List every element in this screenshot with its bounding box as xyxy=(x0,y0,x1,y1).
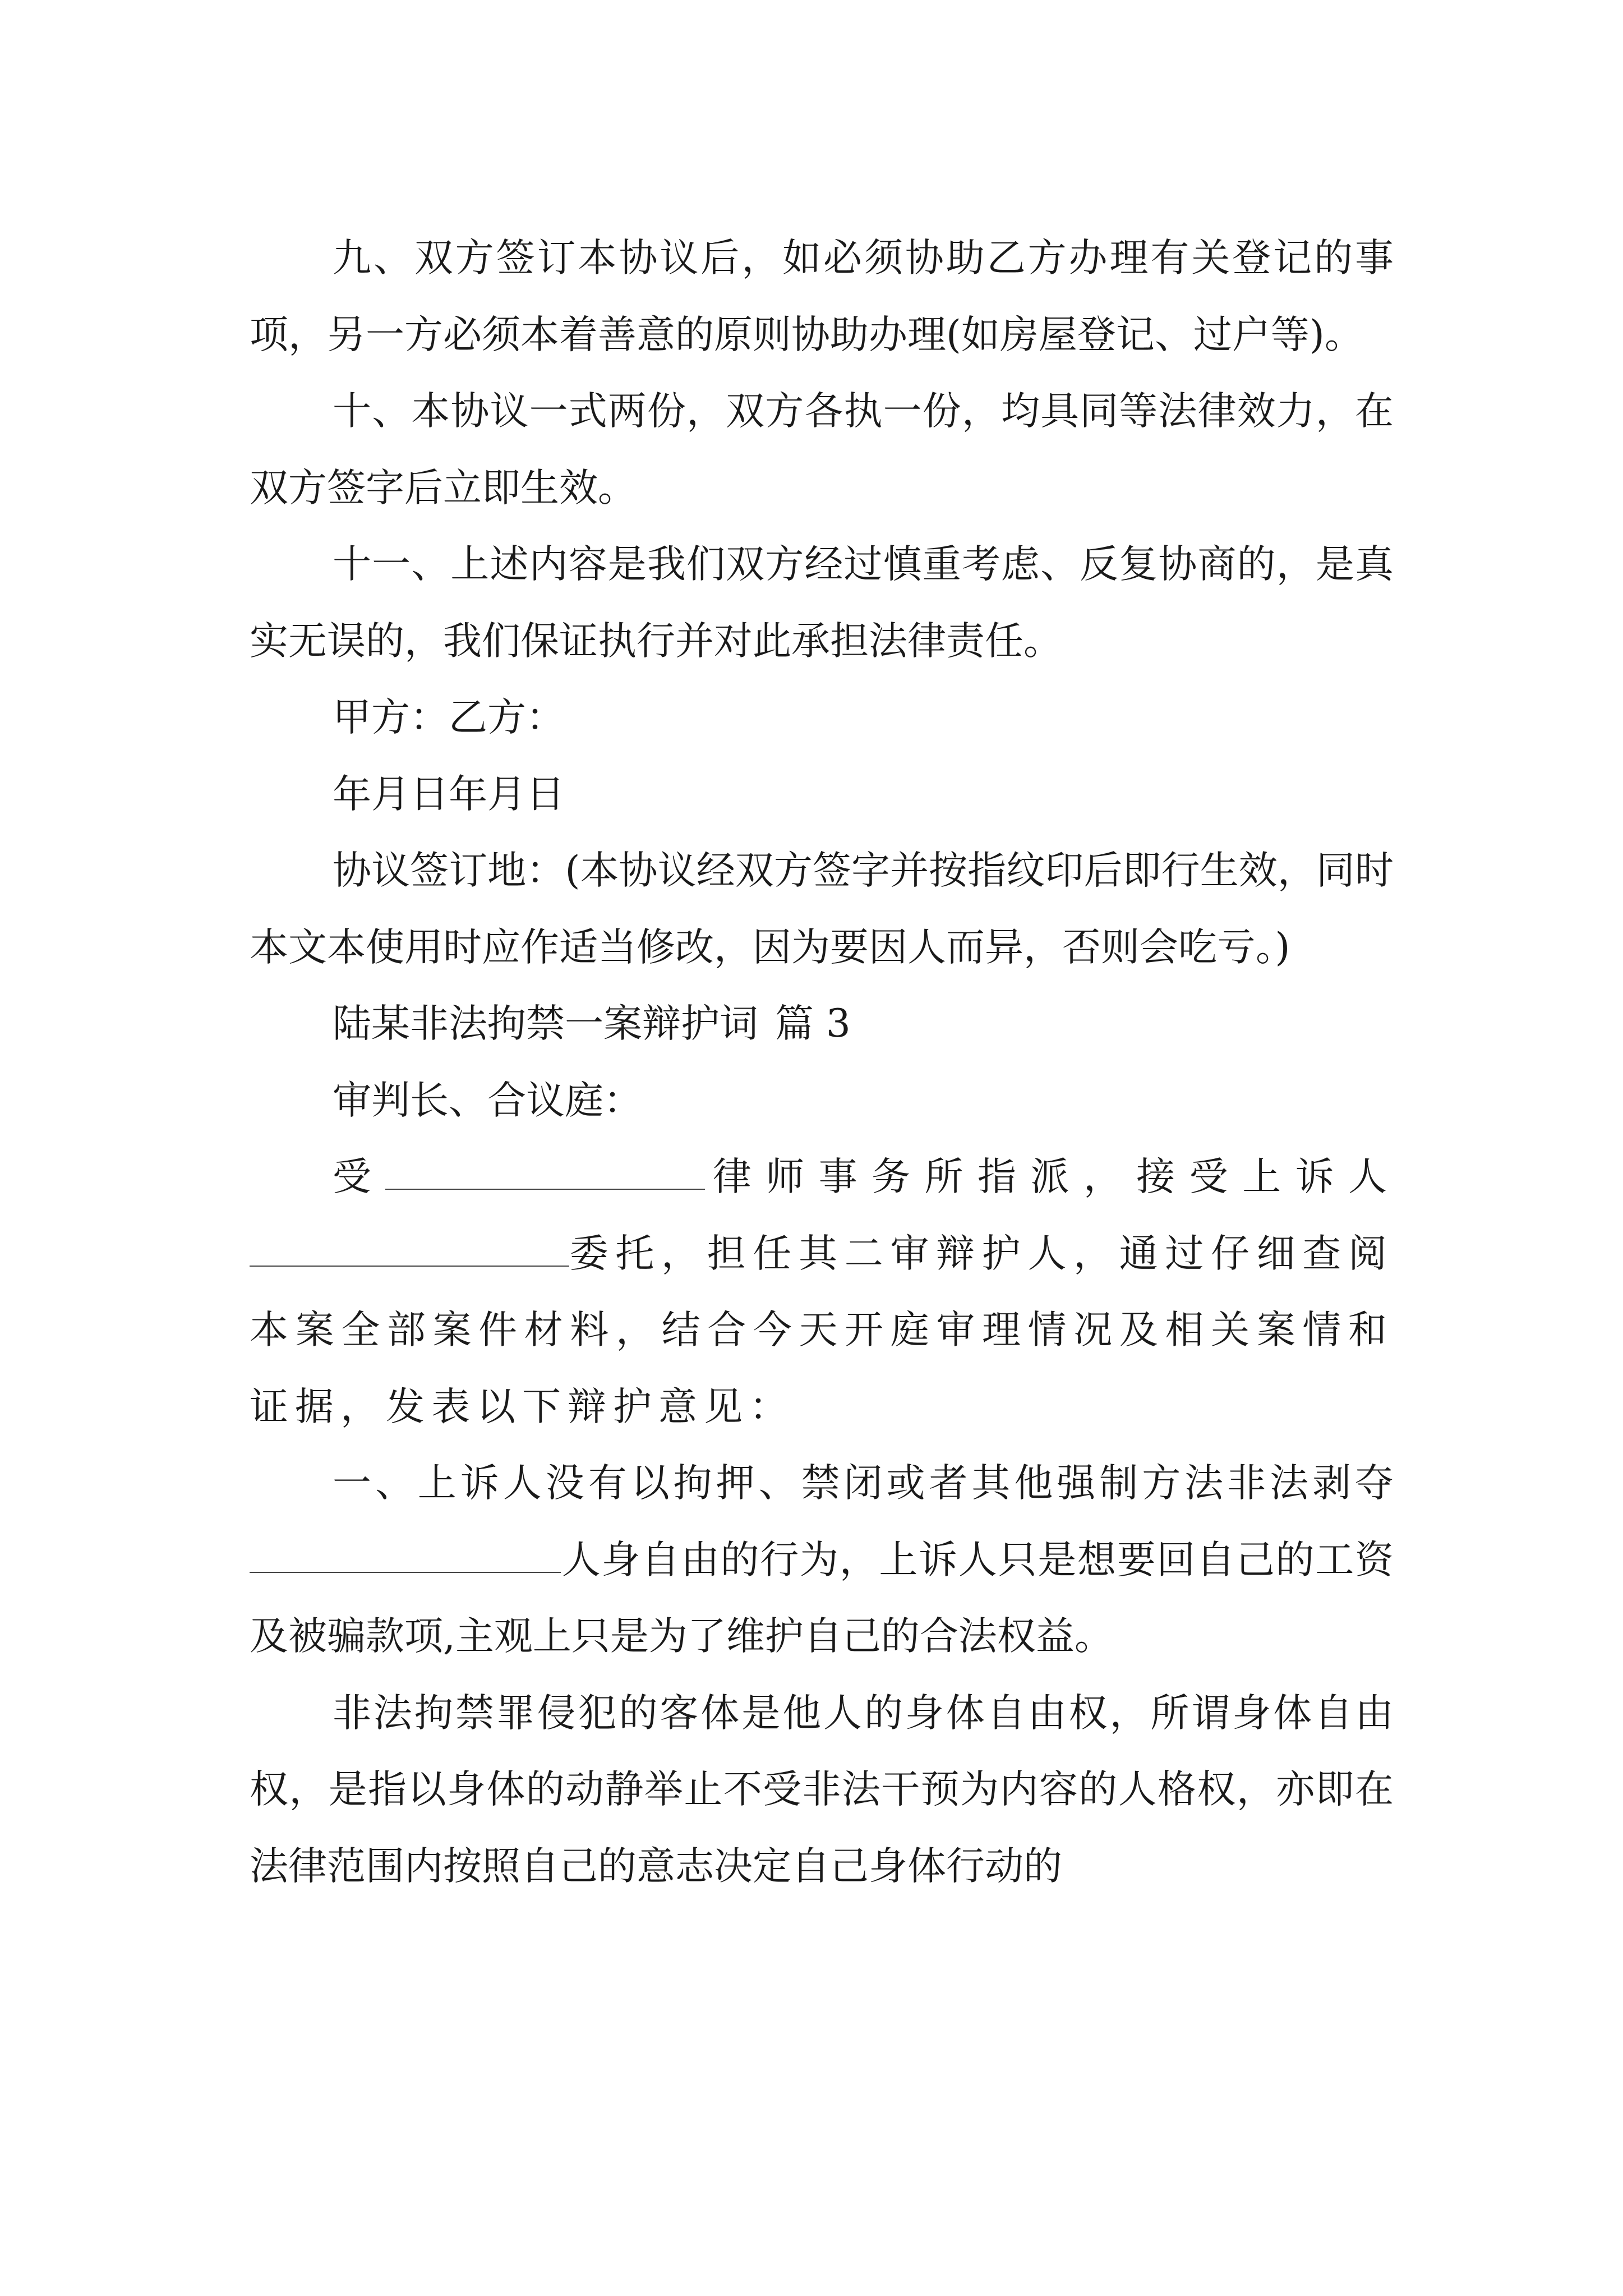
intro-text-1: 受 xyxy=(333,1154,386,1199)
section-number: 篇 3 xyxy=(775,1001,851,1046)
signature-parties: 甲方：乙方： xyxy=(333,695,565,740)
point1-text-2: 人身自由的行为，上诉人只是想要回自己的工资及被骗款项,主观上只是为了维护自己的合法权益。 xyxy=(250,1537,1394,1659)
clause-11: 十一、上述内容是我们双方经过慎重考虑、反复协商的，是真实无误的，我们保证执行并对此承担法律责任。 xyxy=(250,542,1394,664)
appellant-name-blank xyxy=(250,1232,569,1267)
victim-name-blank xyxy=(250,1538,561,1573)
intro-paragraph xyxy=(250,1139,1394,1445)
section-title: 陆某非法拘禁一案辩护词 xyxy=(333,1001,758,1046)
law-firm-blank xyxy=(385,1155,705,1190)
point1-text-1: 一、上诉人没有以拘押、禁闭或者其他强制方法非法剥夺 xyxy=(333,1461,1394,1506)
document-body xyxy=(250,220,1394,1904)
signing-place-note: 协议签订地：(本协议经双方签字并按指纹印后即行生效，同时本文本使用时应作适当修改，因为要因人而异，否则会吃亏。) xyxy=(250,848,1394,970)
signature-dates: 年月日年月日 xyxy=(333,771,565,817)
salutation: 审判长、合议庭： xyxy=(333,1078,642,1123)
intro-text-2: 律师事务所指派，接受上诉人 xyxy=(705,1154,1394,1199)
defense-point-1 xyxy=(250,1445,1394,1675)
intro-text-3: 委托，担任其二审辩护人，通过仔细查阅本案全部案件材料，结合今天开庭审理情况及相关案情和证据，发表以下辩护意见： xyxy=(250,1231,1394,1429)
clause-10: 十、本协议一式两份，双方各执一份，均具同等法律效力，在双方签字后立即生效。 xyxy=(250,389,1394,510)
legal-analysis-paragraph: 非法拘禁罪侵犯的客体是他人的身体自由权，所谓身体自由权，是指以身体的动静举止不受非法干预为内容的人格权，亦即在法律范围内按照自己的意志决定自己身体行动的 xyxy=(250,1690,1394,1889)
section-heading xyxy=(250,986,1394,1062)
clause-9: 九、双方签订本协议后，如必须协助乙方办理有关登记的事项，另一方必须本着善意的原则协助办理(如房屋登记、过户等)。 xyxy=(250,236,1394,357)
